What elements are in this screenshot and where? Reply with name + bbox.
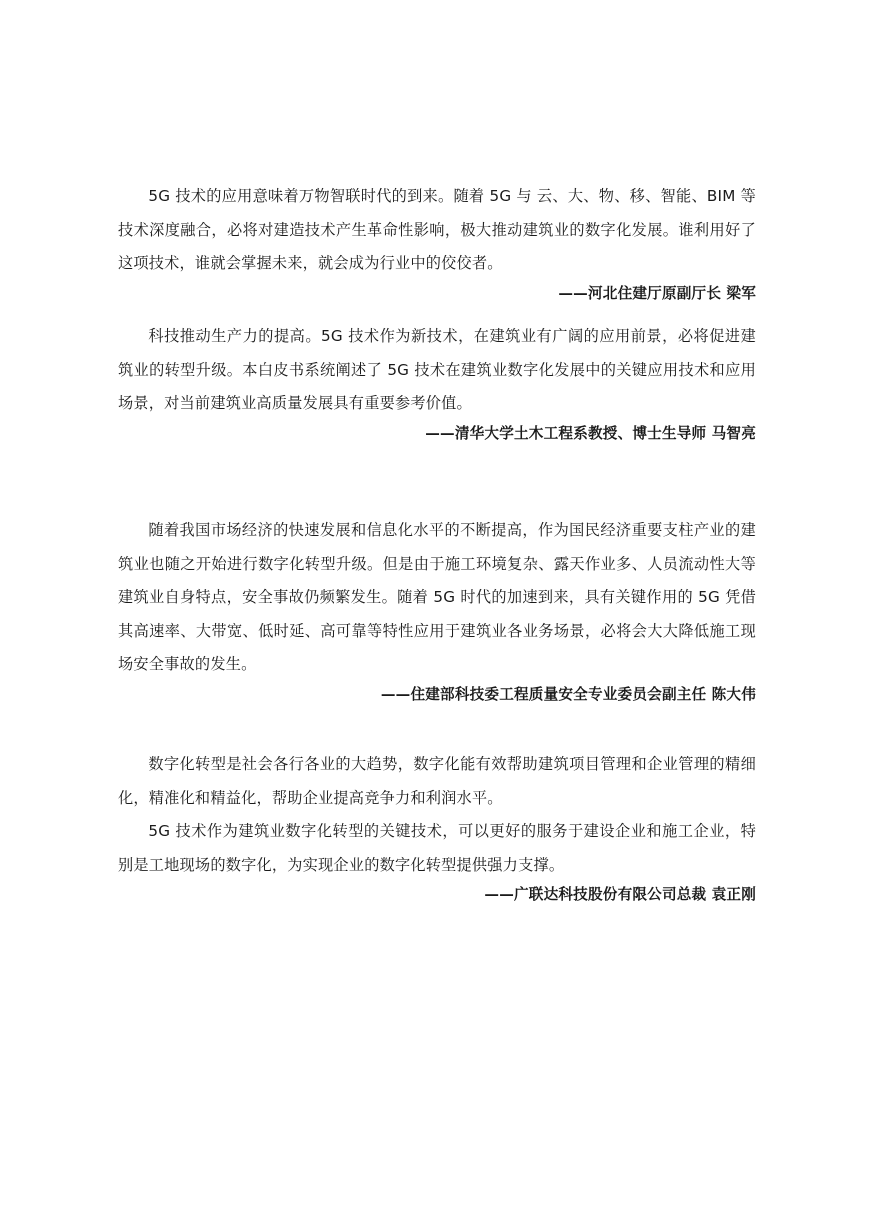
quote-attribution: ——住建部科技委工程质量安全专业委员会副主任 陈大伟 [380,685,756,703]
endorsement-quote [118,514,756,708]
quote-paragraph: 数字化转型是社会各行各业的大趋势，数字化能有效帮助建筑项目管理和企业管理的精细化，精准化和精益化，帮助企业提高竞争力和利润水平。 [118,755,756,807]
endorsement-quote [118,748,756,908]
quote-paragraph: 科技推动生产力的提高。5G 技术作为新技术，在建筑业有广阔的应用前景，必将促进建筑业的转型升级。本白皮书系统阐述了 5G 技术在建筑业数字化发展中的关键应用技术和应用场景，对当前建筑业高质量发展具有重要参考价值。 [118,327,756,412]
quote-attribution: ——河北住建厅原副厅长 梁军 [558,284,756,302]
quote-attribution: ——清华大学土木工程系教授、博士生导师 马智亮 [425,424,756,442]
quote-paragraph: 5G 技术的应用意味着万物智联时代的到来。随着 5G 与 云、大、物、移、智能、BIM 等技术深度融合，必将对建造技术产生革命性影响，极大推动建筑业的数字化发展。谁利用好了这项技术，谁就会掌握未来，就会成为行业中的佼佼者。 [118,187,756,272]
quote-paragraph: 随着我国市场经济的快速发展和信息化水平的不断提高，作为国民经济重要支柱产业的建筑业也随之开始进行数字化转型升级。但是由于施工环境复杂、露天作业多、人员流动性大等建筑业自身特点，安全事故仍频繁发生。随着 5G 时代的加速到来，具有关键作用的 5G 凭借其高速率、大带宽、低时延、高可靠等特性应用于建筑业各业务场景，必将会大大降低施工现场安全事故的发生。 [118,521,756,673]
endorsement-quote [118,320,756,447]
quote-paragraph: 5G 技术作为建筑业数字化转型的关键技术，可以更好的服务于建设企业和施工企业，特别是工地现场的数字化，为实现企业的数字化转型提供强力支撑。 [118,822,756,874]
quote-attribution: ——广联达科技股份有限公司总裁 袁正刚 [484,886,756,903]
endorsement-quote [118,180,756,307]
